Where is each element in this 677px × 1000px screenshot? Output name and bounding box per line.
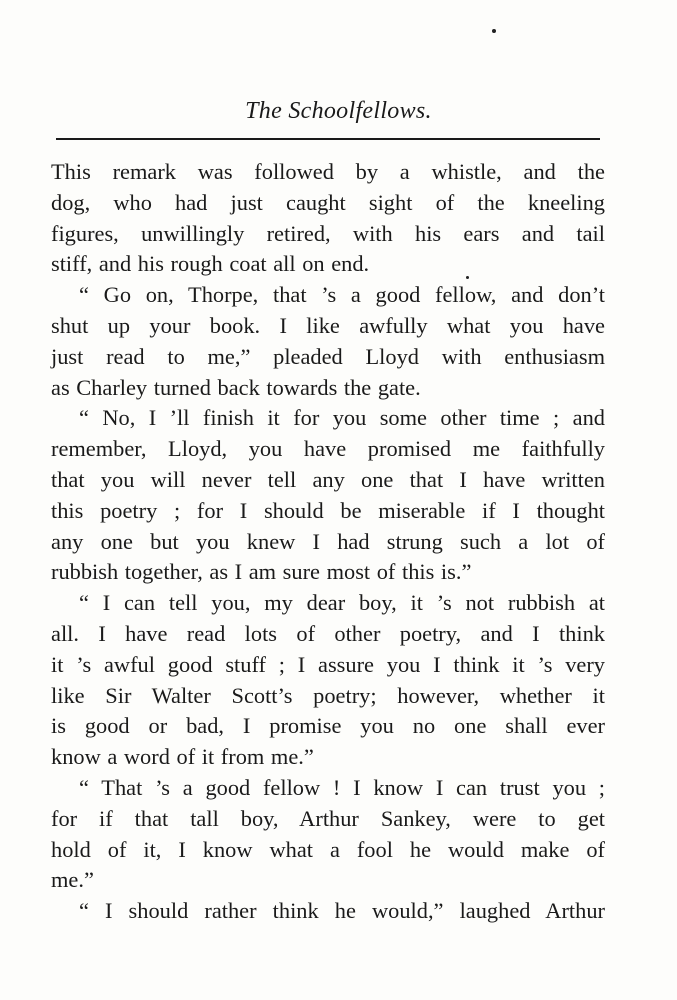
text-line: it ’s awful good stuff ; I assure you I think it ’s very	[51, 651, 605, 677]
paragraph	[51, 773, 605, 896]
text-line: any one but you knew I had strung such a lot of	[51, 528, 605, 554]
text-line: “ I can tell you, my dear boy, it ’s not rubbish at	[79, 590, 605, 616]
text-line: as Charley turned back towards the gate.	[51, 374, 421, 400]
text-line: figures, unwillingly retired, with his ears and tail	[51, 220, 605, 246]
text-line: just read to me,” pleaded Lloyd with enthusiasm	[51, 343, 605, 369]
text-line: hold of it, I know what a fool he would make of	[51, 836, 605, 862]
paragraph	[51, 280, 605, 403]
text-line: me.”	[51, 867, 94, 893]
text-line: this poetry ; for I should be miserable if I thought	[51, 497, 605, 523]
header-rule	[56, 138, 600, 140]
paragraph	[51, 157, 605, 280]
text-line: like Sir Walter Scott’s poetry; however, whether it	[51, 682, 605, 708]
text-line: for if that tall boy, Arthur Sankey, were to get	[51, 805, 605, 831]
text-line: “ That ’s a good fellow ! I know I can trust you ;	[79, 774, 605, 800]
text-line: “ I should rather think he would,” laughed Arthur	[79, 898, 605, 924]
ink-speck	[492, 29, 496, 33]
running-header: The Schoolfellows.	[245, 98, 432, 124]
text-line: stiff, and his rough coat all on end.	[51, 251, 370, 277]
body-text	[51, 157, 605, 927]
text-line: know a word of it from me.”	[51, 744, 314, 770]
text-line: all. I have read lots of other poetry, and I think	[51, 620, 605, 646]
text-line: is good or bad, I promise you no one shall ever	[51, 713, 605, 739]
text-line: This remark was followed by a whistle, and the	[51, 159, 605, 184]
text-line: “ Go on, Thorpe, that ’s a good fellow, and don’t	[79, 282, 605, 308]
paragraph	[51, 403, 605, 588]
text-line: dog, who had just caught sight of the kneeling	[51, 189, 605, 215]
text-line: remember, Lloyd, you have promised me faithfully	[51, 436, 605, 462]
text-line: rubbish together, as I am sure most of this is.”	[51, 559, 472, 585]
text-line: shut up your book. I like awfully what you have	[51, 312, 605, 338]
paragraph	[51, 896, 605, 927]
text-line: “ No, I ’ll finish it for you some other time ; and	[79, 405, 605, 431]
paragraph	[51, 588, 605, 773]
text-line: that you will never tell any one that I have written	[51, 466, 605, 492]
